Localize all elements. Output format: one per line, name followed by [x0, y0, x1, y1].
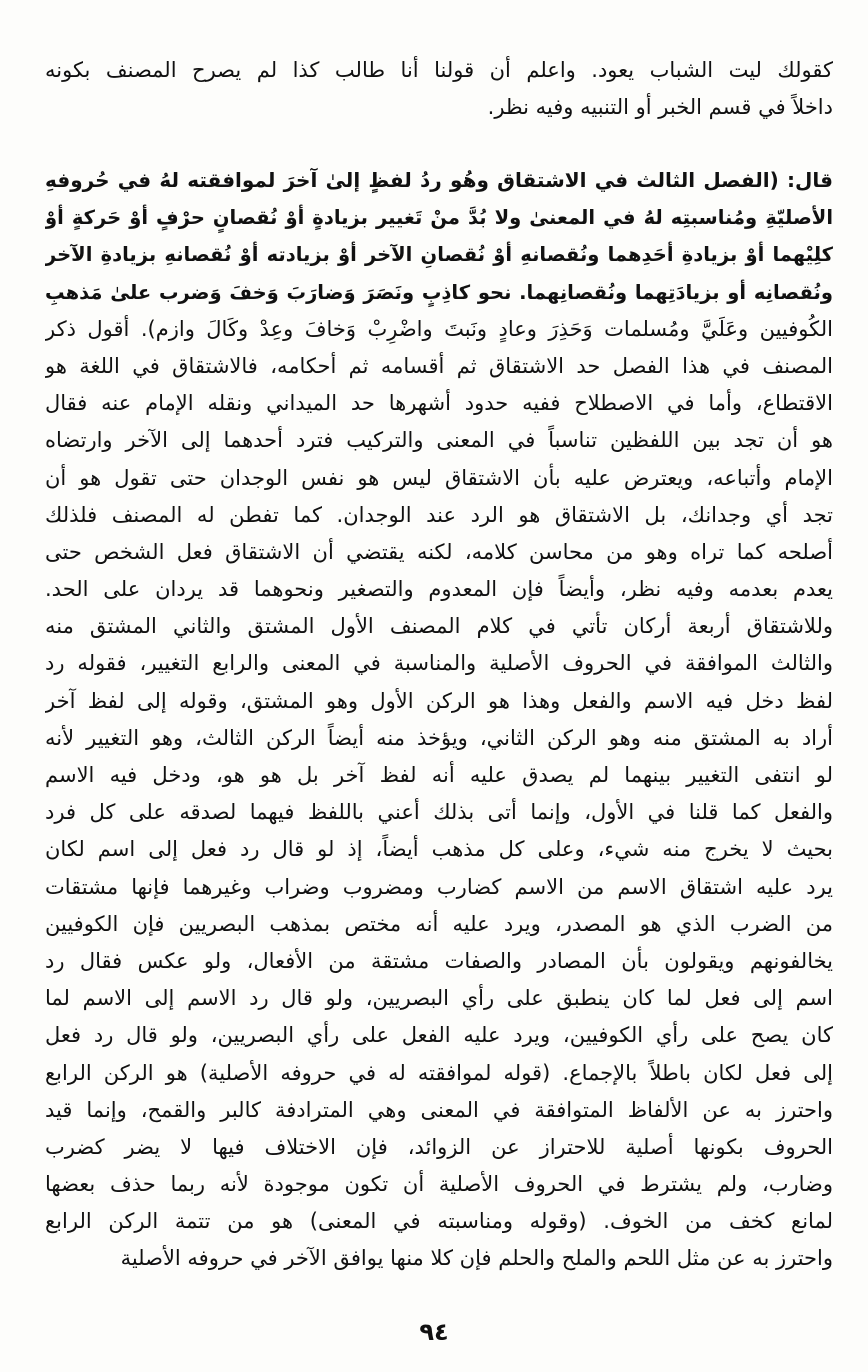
- page-number: ٩٤: [419, 1318, 449, 1346]
- text-line: كان يصح على رأي الكوفيين، ويرد عليه الفعل على رأي البصريين، ولو قال رد فعل: [45, 1023, 833, 1048]
- section-paragraph: [45, 162, 833, 1278]
- text-line: قال: (الفصل الثالث في الاشتقاق وهُو ردُ لفظٍ إلىٰ آخرَ لموافقته لهُ في حُروفهِ: [45, 168, 833, 192]
- text-line: يخالفونهم ويقولون بأن المصادر والصفات مشتقة من الأفعال، ولو عكس فقال رد: [45, 948, 833, 973]
- text-line: تجد أي وجدانك، بل الاشتقاق هو الرد عند الوجدان. كما تفطن له المصنف فلذلك: [45, 502, 833, 527]
- text-line: إلى فعل لكان باطلاً بالإجماع. (قوله لموافقته له في حروفه الأصلية) هو الركن الرابع: [45, 1060, 833, 1085]
- text-line: لفظ دخل فيه الاسم والفعل وهذا هو الركن الأول وهو المشتق، وقوله إلى لفظ آخر: [45, 688, 833, 713]
- intro-paragraph: [45, 52, 833, 126]
- text-line: يعدم بعدمه وفيه نظر، وأيضاً فإن المعدوم والتصغير ونحوهما قد يردان على الحد.: [45, 577, 833, 602]
- text-line: من الضرب الذي هو المصدر، ويرد عليه أنه مختص بمذهب البصريين فإن الكوفيين: [45, 911, 833, 936]
- text-line: أراد به المشتق منه وهو الركن الثاني، ويؤخذ منه أيضاً الركن الثالث، وهو التغيير لأنه: [45, 725, 833, 750]
- text-line: بحيث لا يخرج منه شيء، وعلى كل مذهب أيضاً، إذ لو قال رد فعل إلى اسم لكان: [45, 837, 833, 862]
- text-line: وضارب، ولم يشترط في الحروف الأصلية أن تكون موجودة لأنه ربما حذف بعضها: [45, 1172, 833, 1197]
- text-line: وللاشتقاق أربعة أركان تأتي في كلام المصنف الأول المشتق والثاني المشتق منه: [45, 614, 833, 639]
- text-line: اسم إلى فعل لما كان ينطبق على رأي البصريين، ولو قال رد الاسم إلى الاسم لما: [45, 986, 833, 1011]
- text-line: الإمام وأتباعه، ويعترض عليه بأن الاشتقاق ليس هو نفس الوجدان حتى تقول هو أن: [45, 465, 833, 490]
- text-line: لمانع كخف من الخوف. (وقوله ومناسبته في المعنى) هو من تتمة الركن الرابع: [45, 1209, 833, 1234]
- text-line: الحروف بكونها أصلية للاحتراز عن الزوائد، فإن الاختلاف فيها لا يضر كضرب: [45, 1134, 833, 1159]
- text-line: كقولك ليت الشباب يعود. واعلم أن قولنا أنا طالب كذا لم يصرح المصنف بكونه: [45, 58, 833, 82]
- text-line: يرد عليه اشتقاق الاسم من الاسم كضارب ومضروب وضراب وغيرهما فإنها مشتقات: [45, 874, 833, 899]
- text-line: أصلحه كما تراه وهو من محاسن كلامه، لكنه يقتضي أن الاشتقاق فعل الشخص حتى: [45, 539, 833, 564]
- text-line: ونُقصانِه أو بزيادَتِهما ونُقصانِهما. نحو كاذِبٍ ونَصَرَ وَضارَبَ وَخفَ وَضرب علىٰ مَذهبِ: [45, 280, 833, 304]
- text-line: كلِيْهما أوْ بزيادةِ أحَدِهما ونُقصانهِ أوْ نُقصانِ الآخر أوْ بزيادته أوْ نُقصانهِ بزيادةِ الآخر: [45, 243, 833, 267]
- text-line: داخلاً في قسم الخبر أو التنبيه وفيه نظر.: [487, 95, 833, 120]
- text-line: الكُوفيين وعَلَيَّ ومُسلمات وَحَذِرَ وعادٍ ونَبتَ واضْرِبْ وَخافَ وعِدْ وكَالَ وازم). أقول ذكر: [45, 316, 833, 341]
- text-line: والثالث الموافقة في الحروف الأصلية والمناسبة في المعنى والرابع التغيير، فقوله رد: [45, 651, 833, 676]
- text-line: الاقتطاع، وأما في الاصطلاح ففيه حدود أشهرها حد الميداني ونقله الإمام عنه فقال: [45, 391, 833, 416]
- text-line: هو أن تجد بين اللفظين تناسباً في المعنى والتركيب فترد أحدهما إلى الآخر وارتضاه: [45, 428, 833, 453]
- text-line: واحترز به عن الألفاظ المتوافقة في المعنى وهي المترادفة كالبر والقمح، وإنما قيد: [45, 1097, 833, 1122]
- text-line: المصنف في هذا الفصل حد الاشتقاق ثم أقسامه ثم أحكامه، فالاشتقاق في اللغة هو: [45, 353, 833, 378]
- text-line: والفعل كما قلنا في الأول، وإنما أتى بذلك أعني باللفظ فيهما لصدقه على كل فرد: [45, 800, 833, 825]
- text-line: الأصليّةِ ومُناسبتِه لهُ في المعنىٰ ولا بُدَّ منْ تَغيير بزيادةٍ أوْ نُقصانٍ حرْفٍ أوْ حَركةٍ أوْ: [45, 206, 833, 230]
- text-line: لو انتفى التغيير بينهما لم يصدق عليه أنه لفظ آخر بل هو هو، ودخل فيه الاسم: [45, 763, 833, 787]
- text-line: واحترز به عن مثل اللحم والملح والحلم فإن كلا منها يوافق الآخر في حروفه الأصلية: [120, 1246, 833, 1271]
